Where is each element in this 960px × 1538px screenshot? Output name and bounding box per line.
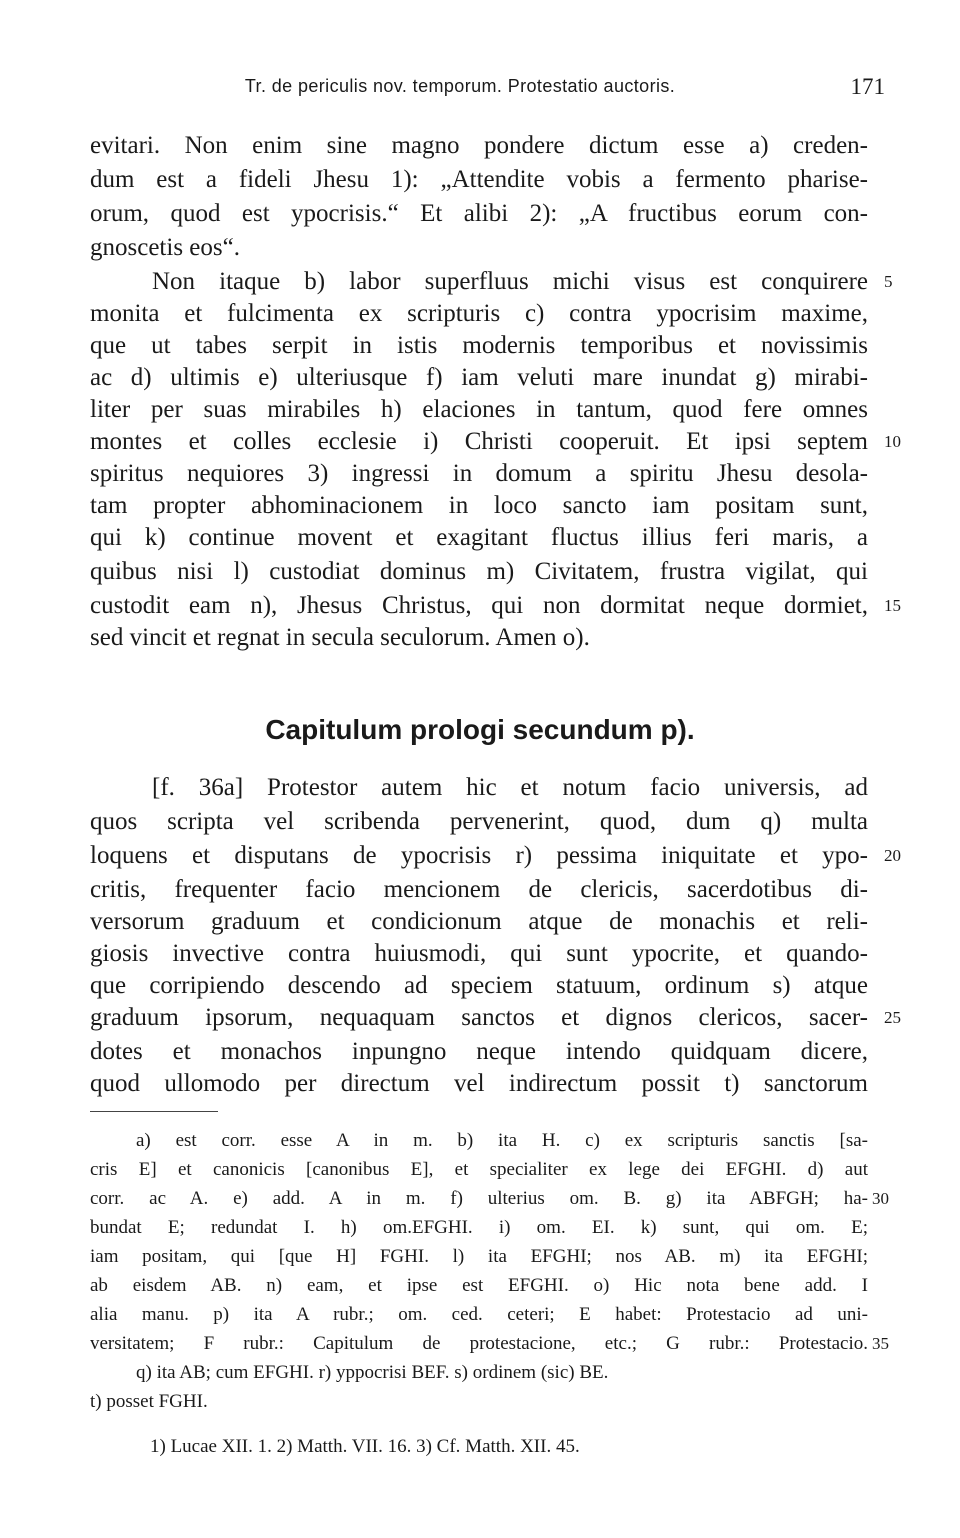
page-header [0,72,960,104]
footnote-line: cris E] et canonicis [canonibus E], et specialiter ex lege dei EFGHI. d) aut [90,1159,868,1180]
footnote-line: versitatem; F rubr.: Capitulum de protestacione, etc.; G rubr.: Protestacio. [90,1333,868,1354]
page-number: 171 [850,74,885,99]
body-line: Non itaque b) labor superfluus michi visus est conquirere [152,268,868,295]
section-line: que corripiendo descendo ad speciem statuum, ordinum s) atque [90,972,868,999]
body-line: spiritus nequiores 3) ingressi in domum a spiritu Jhesu desola- [90,460,868,487]
section-heading: Capitulum prologi secundum p). [265,714,695,745]
running-title: Tr. de periculis nov. temporum. Protestatio auctoris. [244,76,676,96]
section-line: giosis invective contra huiusmodi, qui sunt ypocrite, et quando- [90,940,868,967]
section-line: [f. 36a] Protestor autem hic et notum facio universis, ad [152,774,868,801]
body-line: liter per suas mirabiles h) elaciones in tantum, quod fere omnes [90,396,868,423]
footnote-line-number: 30 [872,1189,889,1208]
body-line: qui k) continue movent et exagitant fluctus illius feri maris, a [90,524,868,551]
section-line: loquens et disputans de ypocrisis r) pessima iniquitate et ypo- [90,842,868,869]
footnote-line-number: 35 [872,1334,889,1353]
section-line: dotes et monachos inpungno neque intendo quidquam dicere, [90,1038,868,1065]
body-line: tam propter abhominacionem in loco sancto iam positam sunt, [90,492,868,519]
footnote-line: q) ita AB; cum EFGHI. r) yppocrisi BEF. s) ordinem (sic) BE. [136,1362,609,1383]
section-line: graduum ipsorum, nequaquam sanctos et dignos clericos, sacer- [90,1004,868,1031]
body-line: quibus nisi l) custodiat dominus m) Civitatem, frustra vigilat, qui [90,558,868,585]
footnote-rule [90,1111,218,1112]
body-line: orum, quod est ypocrisis.“ Et alibi 2): „A fructibus eorum con- [90,200,868,227]
footnote-line: bundat E; redundat I. h) om.EFGHI. i) om. EI. k) sunt, qui om. E; [90,1217,868,1238]
body-line: sed vincit et regnat in secula seculorum. Amen o). [90,624,590,651]
body-line: montes et colles ecclesie i) Christi cooperuit. Et ipsi septem [90,428,868,455]
footnote-line: iam positam, qui [que H] FGHI. l) ita EFGHI; nos AB. m) ita EFGHI; [90,1246,868,1267]
section-line: quod ullomodo per directum vel indirectum possit t) sanctorum [90,1070,868,1097]
line-number: 25 [884,1008,901,1027]
footnote-line: corr. ac A. e) add. A in m. f) ulterius om. B. g) ita ABFGH; ha- [90,1188,868,1209]
footnote-line: ab eisdem AB. n) eam, et ipse est EFGHI. o) Hic nota bene add. I [90,1275,868,1296]
section-line: critis, frequenter facio mencionem de clericis, sacerdotibus di- [90,876,868,903]
footnote-line: a) est corr. esse A in m. b) ita H. c) ex scripturis sanctis [sa- [136,1130,868,1151]
body-line: evitari. Non enim sine magno pondere dictum esse a) creden- [90,132,868,159]
line-number: 15 [884,596,901,615]
footnote-line: alia manu. p) ita A rubr.; om. ced. ceteri; E habet: Protestacio ad uni- [90,1304,868,1325]
citation-note: 1) Lucae XII. 1. 2) Matth. VII. 16. 3) Cf. Matth. XII. 45. [150,1436,580,1457]
body-line: dum est a fideli Jhesu 1): „Attendite vobis a fermento pharise- [90,166,868,193]
body-line: ac d) ultimis e) ulteriusque f) iam veluti mare inundat g) mirabi- [90,364,868,391]
body-line: gnoscetis eos“. [90,234,240,261]
body-line: custodit eam n), Jhesus Christus, qui non dormitat neque dormiet, [90,592,868,619]
footnote-line: t) posset FGHI. [90,1391,208,1412]
section-line: quos scripta vel scribenda pervenerint, quod, dum q) multa [90,808,868,835]
line-number: 10 [884,432,901,451]
line-number: 20 [884,846,901,865]
body-line: monita et fulcimenta ex scripturis c) contra ypocrisim maxime, [90,300,868,327]
section-line: versorum graduum et condicionum atque de monachis et reli- [90,908,868,935]
body-line: que ut tabes serpit in istis modernis temporibus et novissimis [90,332,868,359]
line-number: 5 [884,272,893,291]
